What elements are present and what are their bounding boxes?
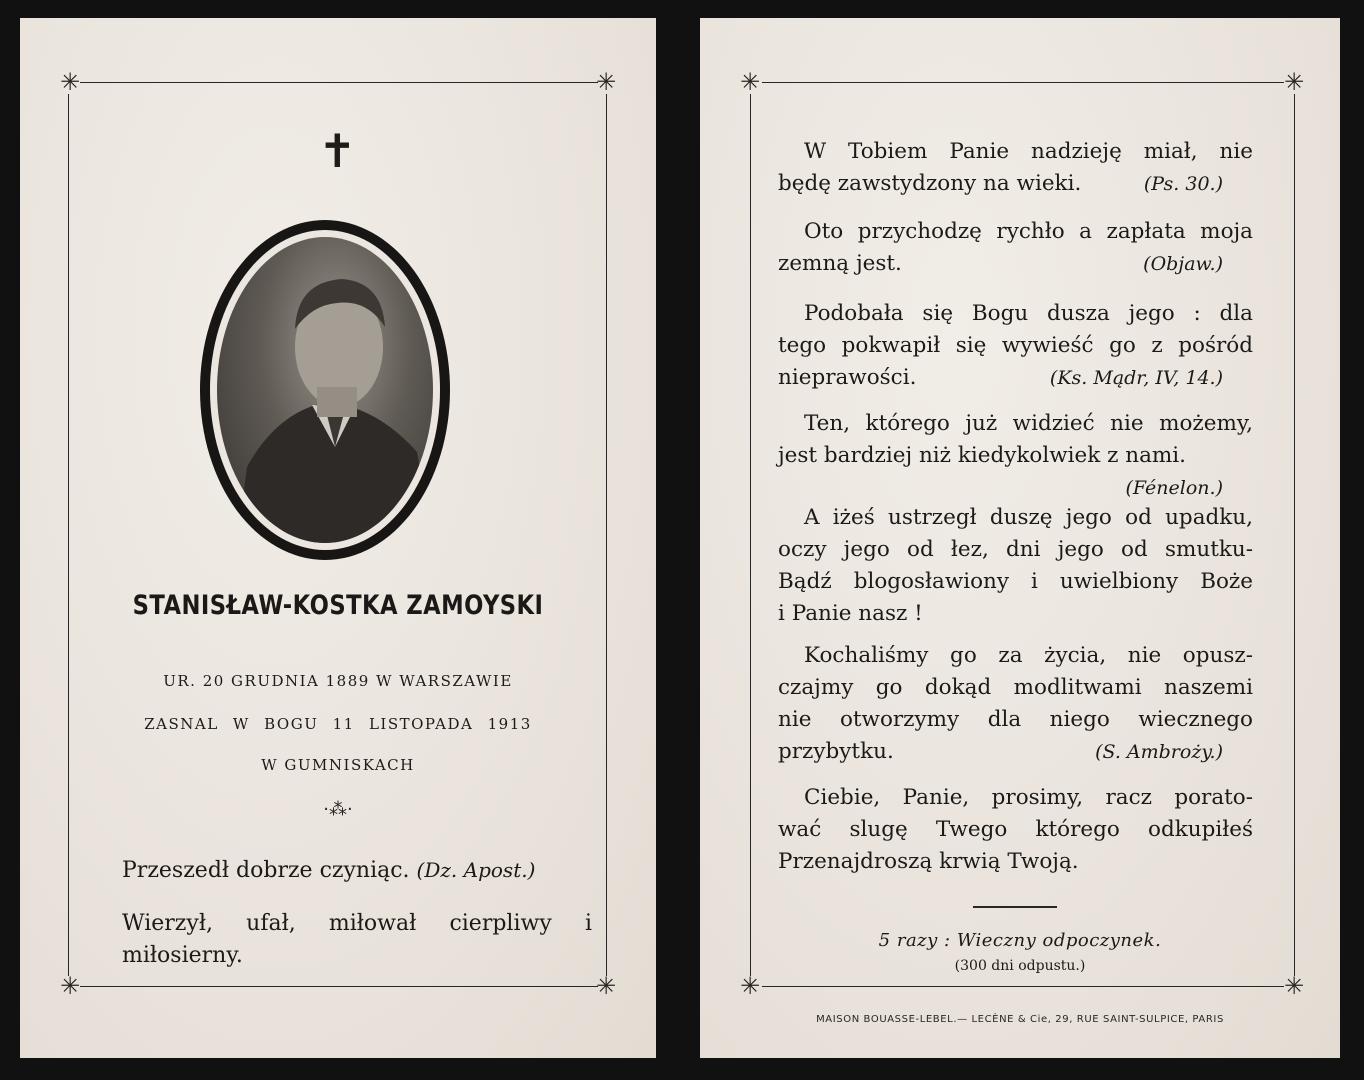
verse-citation: (Dz. Apost.) [416,858,536,882]
right-card [700,18,1340,1058]
birth-line: UR. 20 GRUDNIA 1889 W WARSZAWIE [163,672,513,690]
deceased-name: STANISŁAW-KOSTKA ZAMOYSKI [132,590,544,621]
corner-ornament-icon: ✳ [739,68,761,96]
printer-imprint: MAISON BOUASSE-LEBEL.— LECÈNE & Cie, 29, RUE SAINT-SULPICE, PARIS [816,1014,1224,1025]
verse-line: oczy jego od łez, dni jego od smutku- [778,537,1253,562]
verse-line [778,248,1253,280]
cross-icon: ✝ [318,124,357,178]
verse-line-text: zemną jest. [778,251,902,276]
verse-line: A iżeś ustrzegł duszę jego od upadku, [804,505,1253,530]
verse-citation: (Fénelon.) [1125,477,1223,499]
corner-ornament-icon: ✳ [1283,68,1305,96]
verse-line: czajmy go dokąd modlitwami naszemi [778,675,1253,700]
frame-top-rule [80,82,598,83]
indulgence-line: 5 razy : Wieczny odpoczynek. [878,930,1162,951]
verse-left-2: Wierzył, ufał, miłował cierpliwy i miłosierny. [122,911,592,968]
verse-line: tego pokwapił się wywieść go z pośród [778,333,1253,358]
frame-right-rule [1294,94,1295,976]
verse-line [778,736,1253,768]
frame-left-rule [750,94,751,976]
verse-line: i Panie nasz ! [778,601,923,626]
verse-line: Kochaliśmy go za życia, nie opusz- [804,643,1253,668]
frame-bottom-rule [80,986,598,987]
verse-line: Ciebie, Panie, prosimy, racz porato- [804,785,1253,810]
corner-ornament-icon: ✳ [59,68,81,96]
verse-citation: (Ks. Mądr, IV, 14.) [1049,367,1223,389]
verse-block [778,136,1253,200]
verse-line [778,440,1253,472]
verse-line-text: jest bardziej niż kiedykolwiek z nami. [778,443,1187,468]
left-card [20,18,656,1058]
frame-bottom-rule [762,986,1284,987]
verse-line-text: będę zawstydzony na wieki. [778,171,1082,196]
verse-line-text: przybytku. [778,739,894,764]
death-line: ZASNAL W BOGU 11 LISTOPADA 1913 [144,715,532,733]
verse-citation: (Ps. 30.) [1143,173,1223,195]
verse-line: nie otworzymy dla niego wiecznego [778,707,1253,732]
verse-block [778,216,1253,280]
verse-line: Przenajdroszą krwią Twoją. [778,849,1079,874]
verse-block [778,408,1253,504]
verse-citation-line [778,472,1253,504]
verse-citation: (S. Ambroży.) [1095,741,1223,763]
verse-line [778,168,1253,200]
verse-block [778,640,1253,768]
frame-right-rule [606,94,607,976]
verse-line: Bądź blogosławiony i uwielbiony Boże [778,569,1253,594]
corner-ornament-icon: ✳ [1283,972,1305,1000]
portrait-photo [217,237,433,543]
verse-text: Przeszedł dobrze czyniąc. [122,858,410,883]
closing-rule [973,906,1057,908]
verse-left-1 [122,854,582,887]
verse-line-text: nieprawości. [778,365,917,390]
place-line: W GUMNISKACH [261,756,415,774]
corner-ornament-icon: ✳ [595,68,617,96]
verse-block [778,298,1253,394]
verse-line: W Tobiem Panie nadzieję miał, nie [804,139,1253,164]
verse-block [778,502,1253,630]
verse-line: Ten, którego już widzieć nie możemy, [804,411,1253,436]
corner-ornament-icon: ✳ [595,972,617,1000]
verse-citation: (Objaw.) [1143,253,1223,275]
verse-line: Oto przychodzę rychło a zapłata moja [804,219,1253,244]
indulgence-days: (300 dni odpustu.) [954,958,1086,974]
verse-line: Podobała się Bogu dusza jego : dla [804,301,1253,326]
verse-line: wać slugę Twego którego odkupiłeś [778,817,1253,842]
verse-line [778,362,1253,394]
divider-ornament-icon: ·⁂· [323,799,353,820]
corner-ornament-icon: ✳ [739,972,761,1000]
verse-block [778,782,1253,878]
frame-left-rule [68,94,69,976]
frame-top-rule [762,82,1284,83]
corner-ornament-icon: ✳ [59,972,81,1000]
